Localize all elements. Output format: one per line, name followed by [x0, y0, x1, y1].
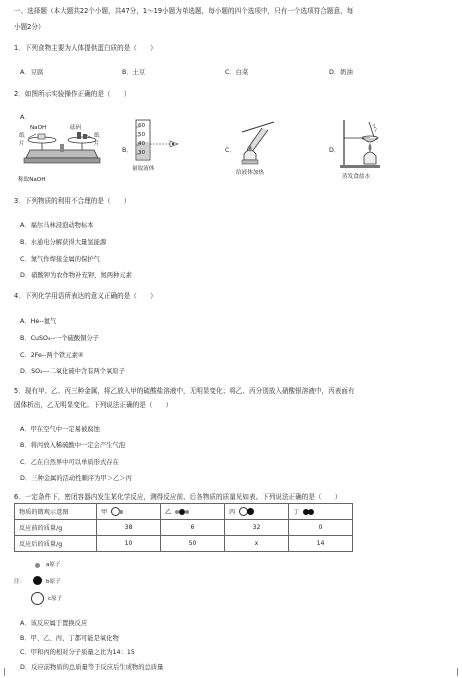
q1-option-b[interactable]: B．土豆	[122, 69, 146, 76]
legend-c: c原子	[48, 596, 63, 602]
balance-icon	[14, 120, 109, 172]
b-atom-icon	[308, 509, 314, 515]
substance-jia-label: 甲	[101, 508, 108, 516]
cell-after-jia: 10	[97, 536, 161, 552]
page-corner-mark	[4, 668, 13, 676]
legend-prefix: 注：	[14, 579, 26, 585]
q2-caption-a: 称取NaOH	[18, 177, 46, 183]
balance-figure	[14, 120, 109, 172]
q2-option-a-letter[interactable]: A．	[20, 114, 31, 121]
q4-option-d[interactable]: D．SO₂---二氧化硫中含有两个氧原子	[20, 368, 126, 375]
section-header-line1: 一、选择题（本大题共22个小题，共47分，1～19小题为单选题，每小题的四个选项中，只有一个选项符合题意，每	[14, 7, 354, 15]
paper-left-label-2: 片	[19, 141, 25, 147]
page-corner-mark	[449, 668, 458, 676]
legend-b: b原子	[46, 579, 61, 585]
q6-option-b[interactable]: B．甲、乙、丙、丁都可能是氧化物	[20, 635, 119, 642]
paper-left-label: 纸	[19, 133, 25, 139]
q2-caption-b: 量取液体	[132, 166, 155, 172]
q4-stem: 4．下列化学用语所表达的意义正确的是（ ）	[14, 292, 157, 300]
cell-after-bing: x	[225, 536, 289, 552]
q3-stem: 3．下列物质的利用不合理的是（ ）	[14, 197, 131, 205]
q5-option-d[interactable]: D．三种金属的活动性顺序为甲＞乙＞丙	[20, 475, 132, 482]
cylinder-figure	[134, 118, 184, 163]
row-before-label: 反应前的质量/g	[15, 520, 97, 536]
a-atom-icon	[119, 510, 123, 514]
q2-option-c-letter[interactable]: C．	[225, 147, 236, 154]
q1-option-c[interactable]: C．白菜	[225, 69, 249, 76]
cell-before-ding: 0	[289, 520, 353, 536]
q2-option-d-letter[interactable]: D．	[329, 147, 341, 154]
table-row	[15, 520, 353, 536]
q4-option-c[interactable]: C．2Fe--两个铁元素④	[20, 352, 84, 359]
q3-option-d[interactable]: D．硝酸钾为农作物补充钾、氮两种元素	[20, 272, 132, 279]
legend-a: a原子	[46, 562, 61, 568]
q2-option-b-letter[interactable]: B．	[122, 147, 133, 154]
c-atom-icon	[31, 592, 44, 605]
substance-bing-label: 丙	[229, 508, 236, 516]
q5-stem-line1: 5．现有甲、乙、丙三种金属，将乙放入甲的硫酸盐溶液中，无明显变化；将乙、丙分别放入硝酸银溶液中，丙表面有	[14, 387, 355, 395]
table-header-label: 物质的微观示意图	[15, 504, 97, 520]
table-header-row	[15, 504, 353, 520]
b-atom-icon	[247, 508, 254, 515]
cell-after-ding: 14	[289, 536, 353, 552]
substance-yi-label: 乙	[165, 509, 172, 516]
q1-stem: 1．下列食物主要为人体提供蛋白质的是（ ）	[14, 44, 157, 52]
q5-option-a[interactable]: A．甲在空气中一定易被腐蚀	[20, 426, 100, 433]
naoh-label: NaOH	[30, 125, 47, 131]
q5-option-b[interactable]: B．将丙放入稀硫酸中一定会产生气泡	[20, 442, 126, 449]
test-tube-heating-icon	[234, 118, 284, 166]
a-atom-icon	[185, 510, 189, 514]
q1-option-d[interactable]: D．奶油	[329, 69, 353, 76]
q5-option-c[interactable]: C．乙在自然界中可以单质形式存在	[20, 459, 119, 466]
cell-after-yi: 50	[161, 536, 225, 552]
b-atom-icon	[33, 576, 42, 585]
q2-stem: 2．如图所示实验操作正确的是（ ）	[14, 90, 131, 98]
tick-30: 30	[138, 150, 146, 156]
weights-label: 砝码	[70, 125, 82, 131]
q4-option-b[interactable]: B．CuSO₄--一个硫酸铜分子	[20, 335, 100, 342]
table-row	[15, 536, 353, 552]
row-after-label: 反应后的质量/g	[15, 536, 97, 552]
q4-option-a[interactable]: A．He--氦气	[20, 318, 57, 325]
cell-before-yi: 6	[161, 520, 225, 536]
q3-option-a[interactable]: A．福尔马林浸泡动物标本	[20, 222, 94, 229]
substance-ding	[289, 504, 353, 520]
q1-option-a[interactable]: A．豆腐	[20, 69, 44, 76]
paper-right-label: 纸	[94, 133, 100, 139]
cell-before-bing: 32	[225, 520, 289, 536]
q2-caption-c: 给液体加热	[236, 170, 264, 176]
tick-60: 60	[138, 123, 146, 129]
a-atom-icon	[35, 563, 40, 568]
q5-stem-line2: 固体析出，乙无明显变化。下列说法正确的是（ ）	[14, 401, 173, 409]
cell-before-jia: 38	[97, 520, 161, 536]
q6-stem: 6．一定条件下，密闭容器内发生某化学反应，测得反应前、后各物质的质量见如表。下列说法正确的是（ ）	[14, 493, 342, 501]
q6-option-c[interactable]: C．甲和丙的相对分子质量之比为14：15	[20, 649, 135, 656]
q6-option-a[interactable]: A．该反应属于置换反应	[20, 620, 88, 627]
q3-option-b[interactable]: B．水通电分解获得大量氢能源	[20, 239, 107, 246]
substance-bing	[225, 504, 289, 520]
substance-ding-label: 丁	[293, 509, 300, 516]
tick-50: 50	[138, 132, 146, 138]
paper-right-label-2: 片	[94, 141, 100, 147]
tick-40: 40	[138, 141, 146, 147]
q6-option-d[interactable]: D．反应前物质的总质量等于反应后生成物的总质量	[20, 664, 164, 671]
evaporation-icon	[338, 118, 388, 170]
q3-option-c[interactable]: C．氮气作焊接金属的保护气	[20, 256, 100, 263]
section-header-line2: 小题2分）	[14, 23, 45, 31]
mass-table	[14, 503, 353, 552]
substance-yi	[161, 504, 225, 520]
q2-caption-d: 蒸发食盐水	[342, 174, 370, 180]
substance-jia	[97, 504, 161, 520]
